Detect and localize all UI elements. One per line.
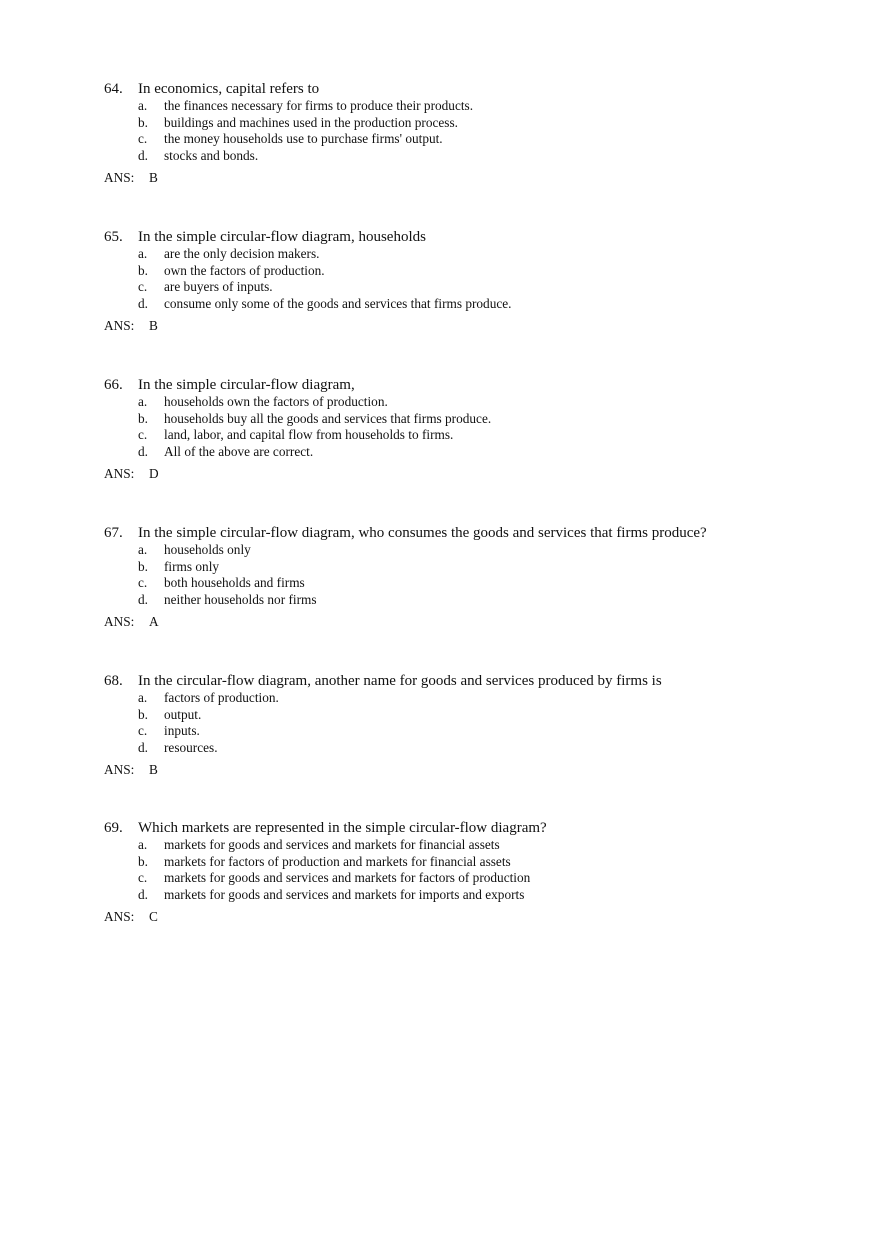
question-number: 67. [104, 525, 123, 541]
option-text: markets for factors of production and markets for financial assets [164, 853, 511, 869]
option-list [104, 690, 864, 756]
option-d [104, 887, 864, 904]
option-b [104, 559, 864, 576]
question-68 [104, 672, 864, 778]
option-text: factors of production. [164, 690, 279, 705]
question-stem [104, 672, 864, 690]
question-64 [104, 80, 864, 186]
answer-value: B [149, 318, 158, 333]
option-letter: b. [138, 262, 148, 278]
question-stem [104, 228, 864, 246]
option-text: the finances necessary for firms to produce their products. [164, 98, 474, 113]
option-text: neither households nor firms [164, 591, 317, 607]
answer-value: B [149, 762, 158, 777]
question-number: 68. [104, 673, 123, 689]
option-text: consume only some of the goods and services that firms produce. [164, 295, 512, 311]
option-letter: a. [138, 98, 148, 113]
question-text: In the simple circular-flow diagram, households [138, 229, 426, 245]
question-number: 66. [104, 377, 123, 393]
question-number: 69. [104, 820, 123, 836]
option-b [104, 411, 864, 428]
option-text: stocks and bonds. [164, 147, 259, 163]
option-letter: a. [138, 690, 148, 705]
option-text: own the factors of production. [164, 262, 325, 278]
option-c [104, 131, 864, 148]
answer-value: B [149, 170, 158, 185]
option-text: markets for goods and services and markets for financial assets [164, 837, 500, 852]
option-letter: b. [138, 706, 148, 722]
question-67 [104, 524, 864, 630]
option-text: are the only decision makers. [164, 246, 320, 261]
option-d [104, 296, 864, 313]
option-letter: d. [138, 739, 148, 755]
answer-line [104, 466, 864, 482]
option-letter: d. [138, 147, 148, 163]
option-letter: a. [138, 542, 148, 557]
option-text: output. [164, 706, 202, 722]
option-letter: c. [138, 427, 148, 442]
option-a [104, 246, 864, 263]
option-text: buildings and machines used in the production process. [164, 114, 458, 130]
question-text: In the circular-flow diagram, another name for goods and services produced by firms is [138, 673, 662, 689]
option-text: the money households use to purchase firms' output. [164, 131, 443, 146]
option-letter: b. [138, 853, 148, 869]
option-text: land, labor, and capital flow from households to firms. [164, 427, 454, 442]
option-a [104, 837, 864, 854]
option-letter: c. [138, 575, 148, 590]
answer-label: ANS: [104, 466, 135, 481]
question-stem [104, 80, 864, 98]
option-c [104, 427, 864, 444]
option-text: are buyers of inputs. [164, 279, 273, 294]
option-b [104, 854, 864, 871]
answer-label: ANS: [104, 318, 135, 333]
option-list [104, 98, 864, 164]
answer-line [104, 614, 864, 630]
question-text: In economics, capital refers to [138, 81, 320, 97]
option-letter: a. [138, 837, 148, 852]
option-text: both households and firms [164, 575, 305, 590]
option-letter: c. [138, 279, 148, 294]
option-c [104, 279, 864, 296]
option-letter: b. [138, 410, 148, 426]
option-text: households own the factors of production. [164, 394, 388, 409]
option-letter: b. [138, 114, 148, 130]
answer-value: D [149, 466, 159, 481]
answer-line [104, 318, 864, 334]
option-list [104, 394, 864, 460]
option-c [104, 723, 864, 740]
answer-label: ANS: [104, 614, 135, 629]
question-text: In the simple circular-flow diagram, [138, 377, 355, 393]
option-text: inputs. [164, 723, 200, 738]
option-letter: d. [138, 295, 148, 311]
question-number: 64. [104, 81, 123, 97]
option-text: firms only [164, 558, 220, 574]
question-69 [104, 819, 864, 925]
option-b [104, 115, 864, 132]
option-d [104, 592, 864, 609]
question-stem [104, 819, 864, 837]
option-text: All of the above are correct. [164, 443, 314, 459]
option-d [104, 444, 864, 461]
option-letter: c. [138, 870, 148, 885]
question-number: 65. [104, 229, 123, 245]
option-letter: a. [138, 246, 148, 261]
option-list [104, 246, 864, 312]
option-letter: b. [138, 558, 148, 574]
option-b [104, 707, 864, 724]
option-b [104, 263, 864, 280]
answer-line [104, 909, 864, 925]
option-letter: d. [138, 443, 148, 459]
option-a [104, 394, 864, 411]
question-65 [104, 228, 864, 334]
option-letter: a. [138, 394, 148, 409]
option-a [104, 98, 864, 115]
option-a [104, 690, 864, 707]
question-text: In the simple circular-flow diagram, who consumes the goods and services that firms produce? [138, 525, 707, 541]
option-c [104, 870, 864, 887]
option-c [104, 575, 864, 592]
option-text: markets for goods and services and markets for factors of production [164, 870, 531, 885]
option-text: households buy all the goods and services that firms produce. [164, 410, 492, 426]
question-stem [104, 524, 864, 542]
option-list [104, 837, 864, 903]
option-d [104, 740, 864, 757]
option-text: households only [164, 542, 251, 557]
option-letter: c. [138, 723, 148, 738]
answer-line [104, 762, 864, 778]
answer-label: ANS: [104, 170, 135, 185]
question-text: Which markets are represented in the simple circular-flow diagram? [138, 820, 547, 836]
option-list [104, 542, 864, 608]
question-66 [104, 376, 864, 482]
option-a [104, 542, 864, 559]
option-letter: c. [138, 131, 148, 146]
answer-value: C [149, 909, 158, 924]
question-stem [104, 376, 864, 394]
answer-value: A [149, 614, 159, 629]
option-letter: d. [138, 886, 148, 902]
answer-label: ANS: [104, 909, 135, 924]
option-d [104, 148, 864, 165]
answer-line [104, 170, 864, 186]
option-text: markets for goods and services and markets for imports and exports [164, 886, 525, 902]
option-text: resources. [164, 739, 218, 755]
option-letter: d. [138, 591, 148, 607]
answer-label: ANS: [104, 762, 135, 777]
